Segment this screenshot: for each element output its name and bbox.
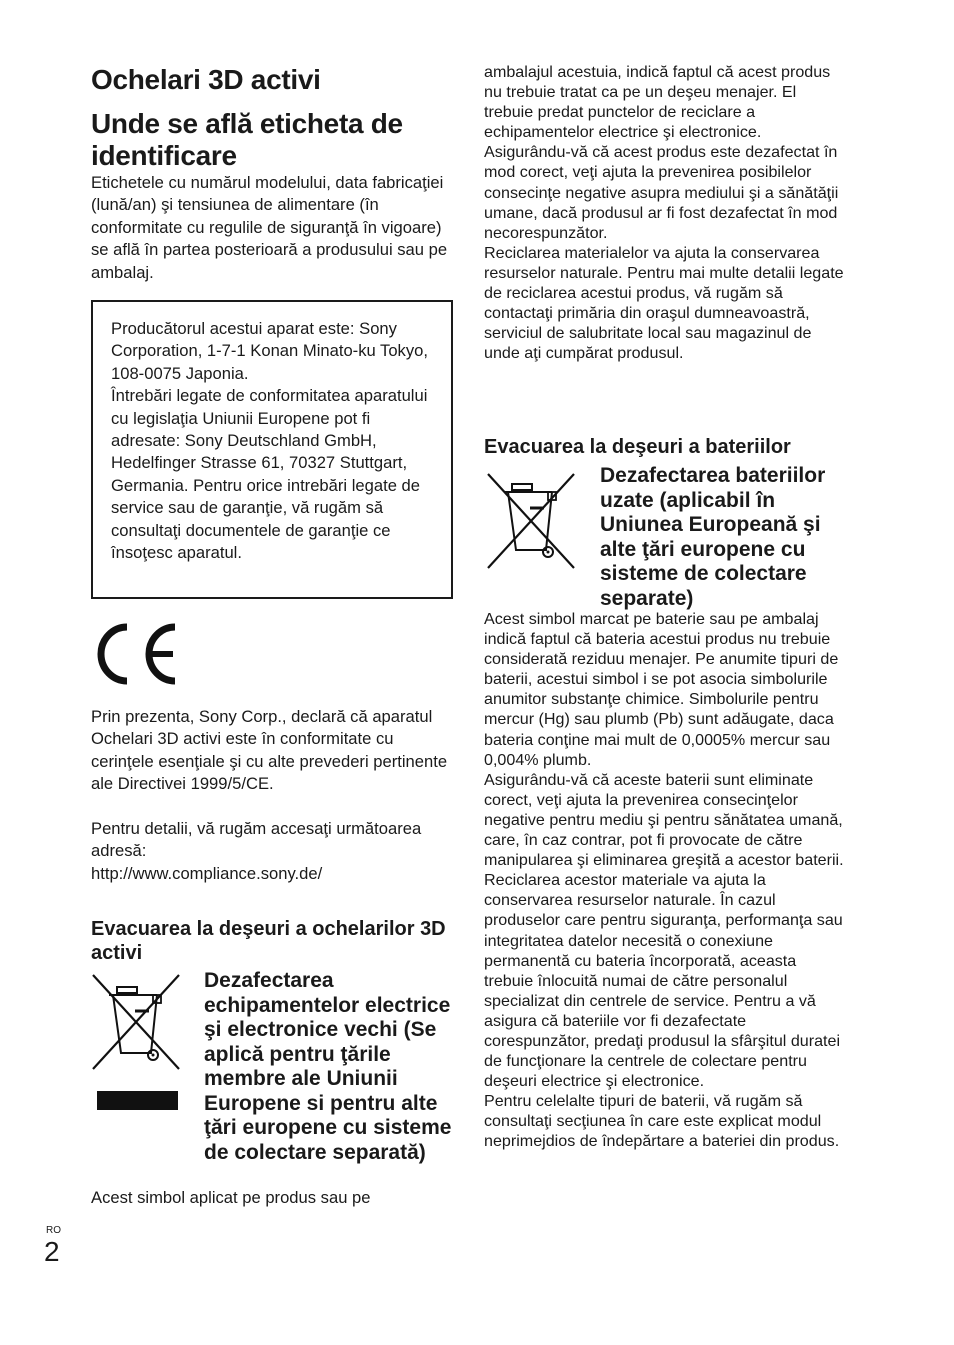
crossed-bin-battery-icon [486, 472, 576, 577]
black-bar [97, 1091, 178, 1110]
weee-subheading: Dezafectarea echipamentelor electrice şi electronice vechi (Se aplică pentru ţările membre ale Uniunii Europene si pentru alte ţări europene cu sisteme de colectare separată) [204, 969, 452, 1164]
page-title: Ochelari 3D activi [91, 64, 321, 95]
battery-subheading-block [600, 464, 850, 611]
glasses-disposal-heading: Evacuarea la deşeuri a ochelarilor 3D activi [91, 918, 446, 964]
section-title-label-location: Unde se află eticheta de identificare [91, 108, 403, 171]
glasses-disposal-heading-block [91, 917, 453, 965]
declaration-text: Prin prezenta, Sony Corp., declară că aparatul Ochelari 3D activi este în conformitate cu cerinţele esenţiale şi cu alte prevederi pertinente ale Directivei 1999/5/CE. [91, 707, 448, 794]
manufacturer-notice-box [91, 300, 453, 599]
page-number: 2 [44, 1236, 60, 1267]
battery-paragraph-1: Acest simbol marcat pe baterie sau pe ambalaj indică faptul că bateria acestui produs nu trebuie considerată reziduu menajer. Pe anumite tipuri de baterii, acestui simbol i se pot asocia simbolurile anumitor substanţe chimice. Simbolurile pentru mercur (Hg) sau plumb (Pb) sunt adăugate, daca bateria conţine mai mult de 0,0005% mercur sau 0,004% plumb. [484, 610, 839, 769]
conformity-contact-text: Întrebări legate de conformitatea aparatului cu legislaţia Uniunii Europene pot fi adresate: Sony Deutschland GmbH, Hedelfinger Strasse 61, 70327 Stuttgart, Germania. Pentru orice intrebări legate de service sau de garanţie, vă rugăm să consultaţi documentele de garanţie ce însoţesc aparatul. [111, 386, 428, 563]
ce-mark-icon [91, 621, 179, 692]
weee-body-start: Acest simbol aplicat pe produs sau pe [91, 1188, 371, 1207]
manufacturer-text: Producătorul acestui aparat este: Sony Corporation, 1-7-1 Konan Minato-ku Tokyo, 108-0075 Japonia. [111, 319, 428, 383]
right-column [484, 62, 848, 363]
recycling-paragraph: Reciclarea materialelor va ajuta la conservarea resurselor naturale. Pentru mai multe detalii legate de reciclarea acestui produs, vă rugăm să contactaţi primăria din oraşul dumneavoastră, serviciul de salubritate local sau magazinul de unde aţi cumpărat produsul. [484, 243, 844, 363]
left-column [91, 64, 453, 284]
battery-paragraph-3: Pentru celelalte tipuri de baterii, vă rugăm să consultaţi secţiunea în care este explicat modul neprimejdios de îndepărtare a bateriei din produs. [484, 1092, 840, 1151]
label-location-paragraph: Etichetele cu numărul modelului, data fabricaţiei (lună/an) şi tensiunea de alimentare (în conformitate cu regulile de siguranţă în vigoare) se află în partea posterioară a produsului sau pe ambalaj. [91, 173, 448, 282]
declaration-paragraph [91, 706, 453, 796]
details-block [91, 818, 453, 885]
left-tail-text-block [91, 1187, 453, 1209]
battery-body-block [484, 609, 848, 1152]
weee-subheading-block [204, 969, 454, 1165]
battery-disposal-heading-block [484, 435, 848, 459]
compliance-url[interactable]: http://www.compliance.sony.de/ [91, 863, 323, 883]
weee-body-continuation: ambalajul acestuia, indică faptul că acest produs nu trebuie tratat ca pe un deşeu menajer. El trebuie predat punctelor de reciclare a echipamentelor electrice şi electronice. Asigurându-vă că acest produs este dezafectat în mod corect, veţi ajuta la prevenirea posibilelor consecinţe negative asupra mediului şi a sănătăţii umane, dacă produsul ar fi fost dezafectat în mod necorespunzător. [484, 63, 839, 242]
battery-disposal-heading: Evacuarea la deşeuri a bateriilor [484, 436, 791, 458]
details-text: Pentru detalii, vă rugăm accesaţi următoarea adresă: [91, 819, 422, 861]
language-code: RO [46, 1225, 61, 1236]
crossed-bin-icon [91, 973, 181, 1078]
battery-subheading: Dezafectarea bateriilor uzate (aplicabil în Uniunea Europeană şi alte ţări europene cu sisteme de colectare separate) [600, 464, 826, 610]
battery-paragraph-2: Asigurându-vă că aceste baterii sunt eliminate corect, veţi ajuta la prevenirea consecinţelor negative pentru mediu şi pentru sănătatea umană, care, în caz contrar, pot fi provocate de către manipularea şi eliminarea greşită a acestor baterii. Reciclarea acestor materiale va ajuta la conservarea resurselor naturale. În cazul produselor care pentru siguranţa, performanţa sau integritatea datelor necesită o conexiune permanentă cu bateria încorporată, aceasta trebuie înlocuită numai de către personalul specializat din centrele de service. Pentru a vă asigura că bateriile vor fi dezafectate corespunzător, predaţi produsul la sfârşitul duratei de funcţionare la centrele de colectare pentru deşeuri electrice şi electronice. [484, 770, 844, 1091]
